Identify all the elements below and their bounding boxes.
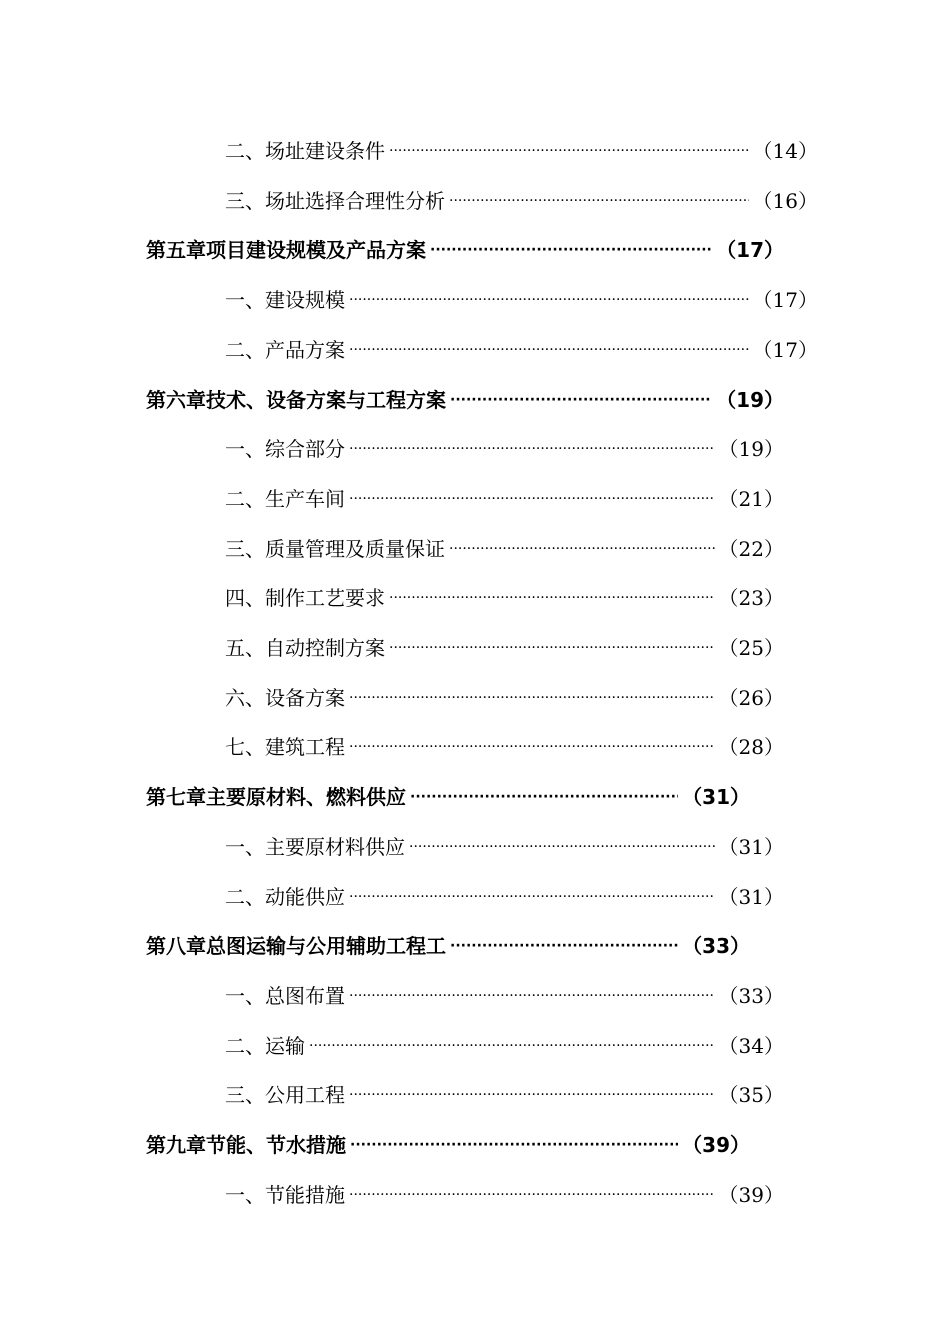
toc-chapter-entry[interactable] — [146, 235, 784, 265]
toc-section-entry[interactable] — [225, 832, 784, 862]
toc-entry-number: 一、 — [225, 437, 265, 461]
toc-entry-page-number: （35） — [718, 1083, 784, 1107]
toc-section-entry[interactable] — [225, 981, 784, 1011]
toc-entry-page-number: （17） — [752, 338, 818, 362]
toc-entry-page-number: （17） — [716, 238, 784, 262]
toc-entry-title: 制作工艺要求 — [265, 586, 385, 610]
toc-entry-number: 第六章 — [146, 388, 206, 412]
toc-entry-number: 六、 — [225, 686, 265, 710]
toc-entry-title: 综合部分 — [265, 437, 345, 461]
toc-section-entry[interactable] — [225, 136, 818, 166]
toc-dot-leader — [349, 732, 715, 762]
toc-entry-page-number: （33） — [718, 984, 784, 1008]
toc-entry-number: 第五章 — [146, 238, 206, 262]
toc-dot-leader — [409, 832, 715, 862]
toc-entry-page-number: （17） — [752, 288, 818, 312]
toc-entry-title: 技术、设备方案与工程方案 — [206, 388, 446, 412]
toc-entry-page-number: （26） — [718, 686, 784, 710]
toc-entry-number: 七、 — [225, 735, 265, 759]
toc-entry-number: 四、 — [225, 586, 265, 610]
toc-entry-title: 自动控制方案 — [265, 636, 385, 660]
toc-section-entry[interactable] — [225, 683, 784, 713]
toc-section-entry[interactable] — [225, 186, 818, 216]
toc-dot-leader — [349, 484, 715, 514]
toc-entry-page-number: （31） — [718, 885, 784, 909]
toc-entry-title: 动能供应 — [265, 885, 345, 909]
toc-entry-title: 节能、节水措施 — [206, 1133, 346, 1157]
toc-entry-title: 主要原材料、燃料供应 — [206, 785, 406, 809]
toc-entry-title: 质量管理及质量保证 — [265, 537, 445, 561]
toc-chapter-entry[interactable] — [146, 931, 750, 961]
toc-entry-number: 三、 — [225, 537, 265, 561]
toc-dot-leader — [349, 285, 749, 315]
toc-section-entry[interactable] — [225, 434, 784, 464]
toc-section-entry[interactable] — [225, 633, 784, 663]
toc-section-entry[interactable] — [225, 1080, 784, 1110]
toc-entry-page-number: （39） — [718, 1183, 784, 1207]
toc-entry-page-number: （25） — [718, 636, 784, 660]
toc-dot-leader — [349, 434, 715, 464]
toc-entry-number: 二、 — [225, 487, 265, 511]
toc-entry-number: 二、 — [225, 139, 265, 163]
toc-entry-number: 三、 — [225, 1083, 265, 1107]
toc-dot-leader — [349, 1180, 715, 1210]
toc-entry-page-number: （16） — [752, 189, 818, 213]
toc-section-entry[interactable] — [225, 732, 784, 762]
toc-entry-title: 生产车间 — [265, 487, 345, 511]
toc-dot-leader — [349, 1080, 715, 1110]
toc-entry-page-number: （33） — [682, 934, 750, 958]
toc-dot-leader — [389, 633, 715, 663]
toc-entry-title: 公用工程 — [265, 1083, 345, 1107]
toc-dot-leader — [349, 981, 715, 1011]
toc-dot-leader — [350, 1130, 678, 1160]
toc-entry-number: 二、 — [225, 338, 265, 362]
toc-dot-leader — [309, 1031, 715, 1061]
toc-entry-page-number: （14） — [752, 139, 818, 163]
toc-section-entry[interactable] — [225, 285, 818, 315]
toc-dot-leader — [430, 235, 712, 265]
toc-entry-number: 第七章 — [146, 785, 206, 809]
toc-entry-page-number: （19） — [716, 388, 784, 412]
toc-entry-number: 一、 — [225, 288, 265, 312]
toc-entry-page-number: （34） — [718, 1034, 784, 1058]
toc-section-entry[interactable] — [225, 335, 818, 365]
toc-entry-title: 项目建设规模及产品方案 — [206, 238, 426, 262]
toc-entry-number: 一、 — [225, 1183, 265, 1207]
toc-section-entry[interactable] — [225, 882, 784, 912]
toc-dot-leader — [389, 583, 715, 613]
toc-entry-page-number: （31） — [682, 785, 750, 809]
toc-entry-number: 二、 — [225, 885, 265, 909]
toc-section-entry[interactable] — [225, 583, 784, 613]
toc-entry-title: 产品方案 — [265, 338, 345, 362]
toc-dot-leader — [450, 385, 712, 415]
toc-dot-leader — [389, 136, 749, 166]
toc-dot-leader — [449, 186, 749, 216]
toc-entry-page-number: （23） — [718, 586, 784, 610]
toc-entry-title: 总图运输与公用辅助工程工 — [206, 934, 446, 958]
toc-section-entry[interactable] — [225, 484, 784, 514]
toc-entry-title: 设备方案 — [265, 686, 345, 710]
toc-entry-page-number: （39） — [682, 1133, 750, 1157]
toc-entry-page-number: （28） — [718, 735, 784, 759]
toc-entry-title: 建设规模 — [265, 288, 345, 312]
toc-section-entry[interactable] — [225, 534, 784, 564]
toc-chapter-entry[interactable] — [146, 782, 750, 812]
toc-entry-title: 场址选择合理性分析 — [265, 189, 445, 213]
toc-entry-number: 三、 — [225, 189, 265, 213]
toc-entry-page-number: （21） — [718, 487, 784, 511]
toc-entry-number: 第八章 — [146, 934, 206, 958]
toc-chapter-entry[interactable] — [146, 1130, 750, 1160]
toc-entry-page-number: （19） — [718, 437, 784, 461]
toc-section-entry[interactable] — [225, 1180, 784, 1210]
toc-entry-title: 节能措施 — [265, 1183, 345, 1207]
toc-entry-number: 五、 — [225, 636, 265, 660]
toc-entry-title: 建筑工程 — [265, 735, 345, 759]
toc-dot-leader — [349, 683, 715, 713]
toc-section-entry[interactable] — [225, 1031, 784, 1061]
toc-chapter-entry[interactable] — [146, 385, 784, 415]
toc-entry-number: 第九章 — [146, 1133, 206, 1157]
toc-dot-leader — [450, 931, 678, 961]
toc-entry-number: 二、 — [225, 1034, 265, 1058]
toc-entry-title: 总图布置 — [265, 984, 345, 1008]
toc-entry-number: 一、 — [225, 984, 265, 1008]
toc-dot-leader — [449, 534, 715, 564]
toc-dot-leader — [349, 882, 715, 912]
toc-entry-title: 场址建设条件 — [265, 139, 385, 163]
toc-entry-title: 运输 — [265, 1034, 305, 1058]
toc-entry-page-number: （22） — [718, 537, 784, 561]
toc-entry-title: 主要原材料供应 — [265, 835, 405, 859]
toc-dot-leader — [349, 335, 749, 365]
toc-entry-number: 一、 — [225, 835, 265, 859]
toc-dot-leader — [410, 782, 678, 812]
toc-entry-page-number: （31） — [718, 835, 784, 859]
